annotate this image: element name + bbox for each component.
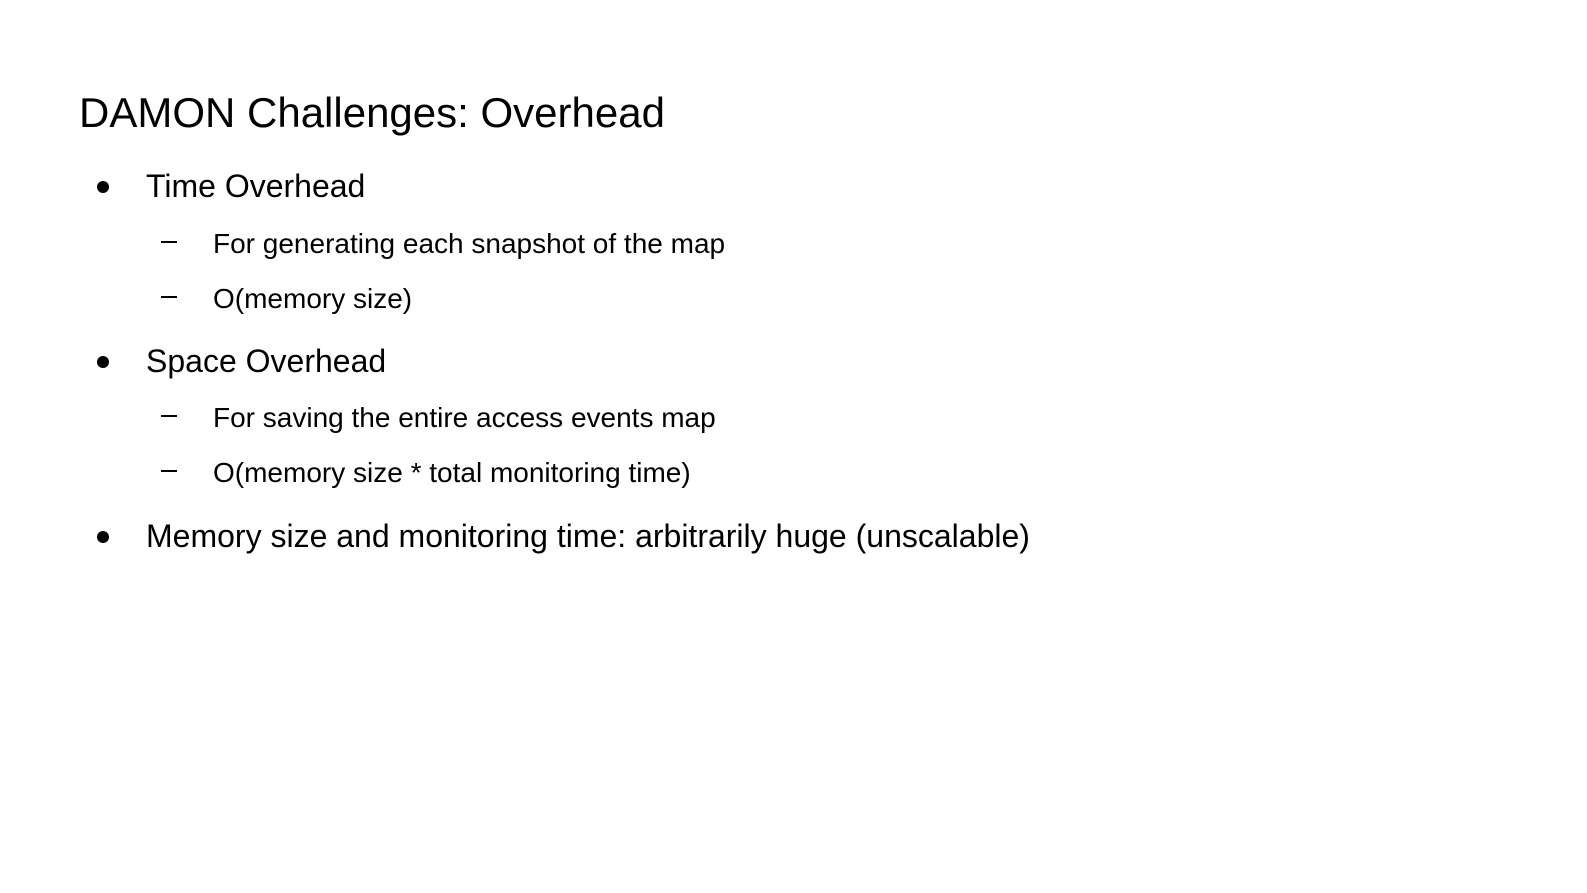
slide-title: DAMON Challenges: Overhead xyxy=(79,89,665,136)
list-item-text: Space Overhead xyxy=(146,343,387,379)
bullet-icon xyxy=(96,355,110,373)
dash-icon xyxy=(161,415,177,417)
sub-list-item-text: O(memory size) xyxy=(213,283,413,314)
list-item-text: Memory size and monitoring time: arbitrarily huge (unscalable) xyxy=(146,518,1030,554)
dash-icon xyxy=(161,470,177,472)
sub-list-item-text: For generating each snapshot of the map xyxy=(213,228,726,259)
list-item-text: Time Overhead xyxy=(146,168,366,204)
sub-list-item-text: For saving the entire access events map xyxy=(213,402,716,433)
sub-list-item-text: O(memory size * total monitoring time) xyxy=(213,457,691,488)
dash-icon xyxy=(161,296,177,298)
bullet-icon xyxy=(96,180,110,198)
dash-icon xyxy=(161,241,177,243)
bullet-icon xyxy=(96,530,110,548)
